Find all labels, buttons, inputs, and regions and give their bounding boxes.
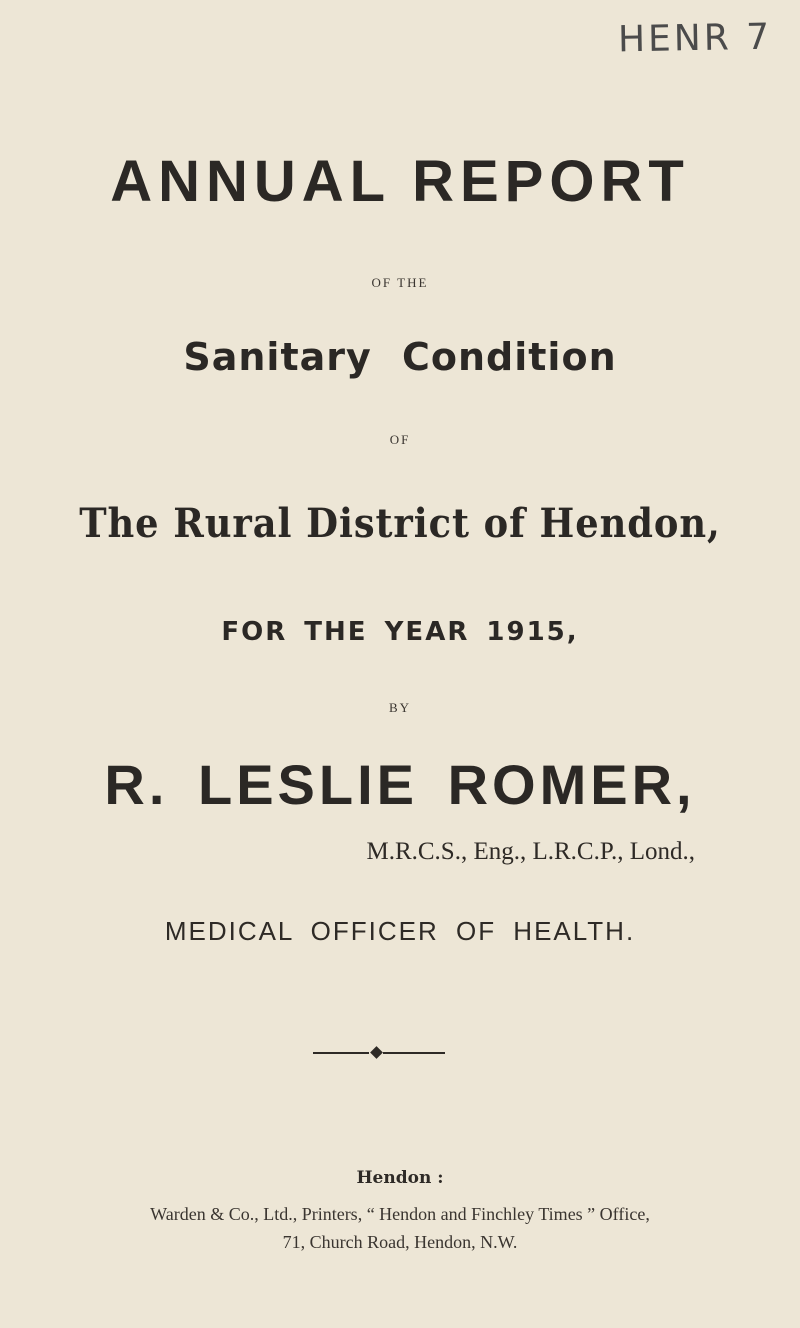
of-label: OF xyxy=(389,432,411,447)
imprint-printer: Warden & Co., Ltd., Printers, “ Hendon and Finchley Times ” Office, xyxy=(150,1204,650,1224)
imprint-place: Hendon : xyxy=(356,1168,444,1188)
by-label: BY xyxy=(388,700,412,715)
report-year: FOR THE YEAR 1915, xyxy=(221,617,579,647)
imprint-address: 71, Church Road, Hendon, N.W. xyxy=(282,1232,518,1252)
author-name: R. LESLIE ROMER, xyxy=(104,753,696,816)
divider-line-right xyxy=(383,1052,445,1054)
report-title: ANNUAL REPORT xyxy=(110,149,690,214)
author-position: MEDICAL OFFICER OF HEALTH. xyxy=(164,916,636,946)
author-degrees: M.R.C.S., Eng., L.R.C.P., Lond., xyxy=(366,838,695,865)
divider-line-left xyxy=(313,1052,369,1054)
diamond-icon xyxy=(370,1046,383,1059)
report-subject: Sanitary Condition xyxy=(183,335,617,379)
district-name: The Rural District of Hendon, xyxy=(79,500,721,547)
divider-ornament xyxy=(313,1046,445,1060)
handwritten-annotation: HENR 7 xyxy=(617,16,773,61)
of-the-label: OF THE xyxy=(371,275,429,290)
